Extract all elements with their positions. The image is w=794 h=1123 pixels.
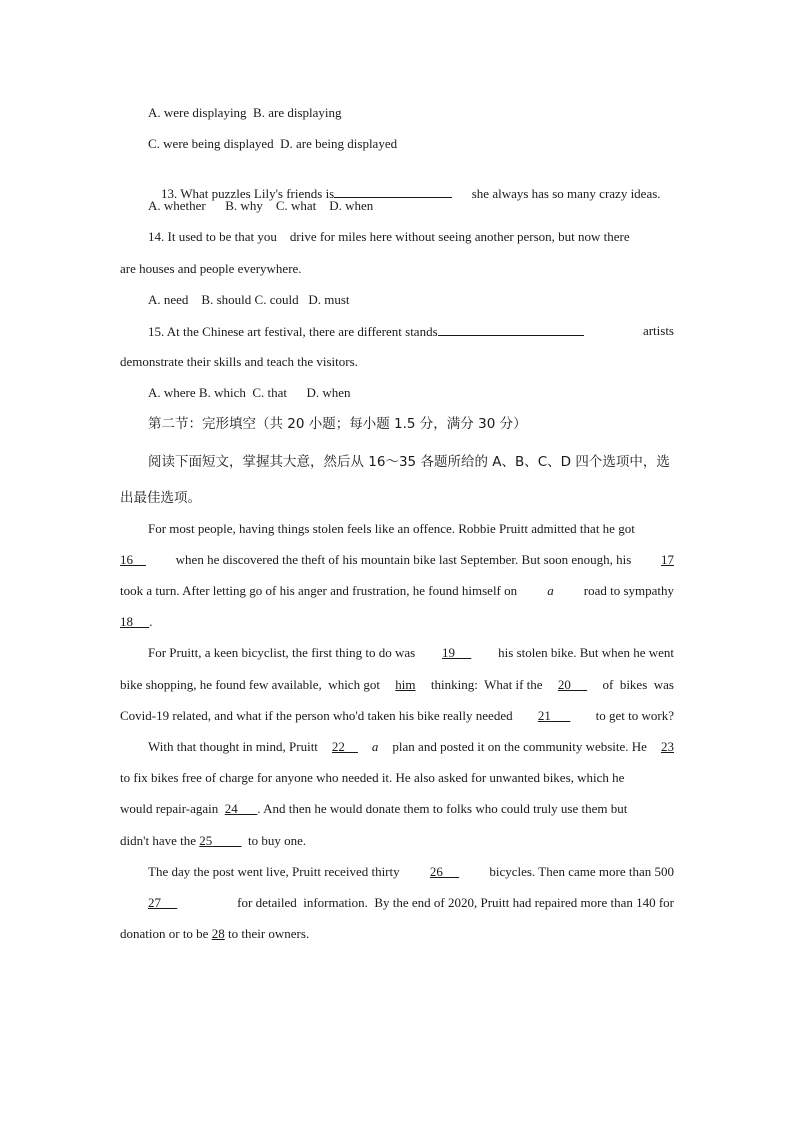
passage-p4-line1-a: The day the post went live, Pruitt received thirty	[148, 864, 400, 879]
passage-p1-line4: 18 .	[120, 614, 153, 629]
passage-p1-line2-text: when he discovered the theft of his mountain bike last September. But soon enough, his	[175, 552, 632, 567]
blank-20: 20	[557, 677, 571, 692]
q14-options: A. need B. should C. could D. must	[148, 292, 350, 307]
passage-p4-line1	[148, 863, 674, 881]
passage-p3-line1	[148, 738, 674, 756]
q14-stem-1: 14. It used to be that you drive for miles here without seeing another person, but now there	[148, 229, 630, 244]
passage-p2-line3-a: Covid-19 related, and what if the person who'd taken his bike really needed	[120, 708, 513, 723]
passage-p3-line1-italic: a	[371, 739, 379, 754]
blank-27: 27	[148, 895, 161, 910]
passage-p2-line1-c: his stolen bike. But when he went	[498, 645, 674, 660]
blank-28: 28	[211, 926, 225, 941]
blank-21: 21	[537, 708, 551, 723]
passage-p1-line3-italic: a	[547, 583, 554, 598]
blank-26: 26	[429, 864, 443, 879]
passage-p1-line3-a: took a turn. After letting go of his anger and frustration, he found himself on	[120, 583, 518, 598]
passage-p1-line2	[120, 551, 674, 569]
q12-options-ab: A. were displaying B. are displaying	[148, 105, 342, 120]
q12-options-cd: C. were being displayed D. are being displayed	[148, 136, 398, 151]
q15-stem-a: 15. At the Chinese art festival, there are different stands	[148, 324, 438, 339]
passage-p2-line2-a: bike shopping, he found few available, which got	[120, 677, 380, 692]
q14-stem-2: are houses and people everywhere.	[120, 261, 302, 276]
passage-p3-line3-b: . And then he would donate them to folks who could truly use them but	[257, 801, 628, 816]
blank-24: 24	[224, 801, 238, 816]
q13-stem-b: she always has so many crazy ideas.	[471, 186, 661, 201]
passage-p3-line3-a: would repair-again	[120, 801, 219, 816]
passage-p1-line3	[120, 582, 674, 600]
blank-22: 22	[331, 739, 345, 754]
passage-p4-line3-a: donation or to be	[120, 926, 209, 941]
passage-p3-line1-a: With that thought in mind, Pruitt	[148, 739, 318, 754]
section-instructions-2: 出最佳选项。	[120, 490, 201, 506]
passage-p1-line1: For most people, having things stolen feels like an offence. Robbie Pruitt admitted that he got	[148, 521, 635, 536]
blank-23: 23	[660, 739, 674, 754]
passage-p3-line4-b: to buy one.	[248, 833, 307, 848]
passage-p2-line1-a: For Pruitt, a keen bicyclist, the first thing to do was	[148, 645, 416, 660]
passage-p4-line3-b: to their owners.	[227, 926, 310, 941]
passage-p3-line3	[120, 800, 627, 818]
passage-p2-line1	[148, 644, 674, 662]
blank-19: 19	[442, 645, 456, 660]
q13-stem-a: 13. What puzzles Lily's friends is	[161, 186, 335, 201]
passage-p3-line1-b: plan and posted it on the community website. He	[392, 739, 647, 754]
passage-p4-line2	[148, 894, 674, 912]
passage-p4-line1-b: bicycles. Then came more than 500	[489, 864, 674, 879]
passage-p2-line2-b: thinking: What if the	[430, 677, 543, 692]
passage-p4-line2-a: for detailed information. By the end of 2020, Pruitt had repaired more than 140 for	[237, 895, 674, 910]
passage-p4-line3	[120, 925, 309, 943]
blank-17: 17	[661, 552, 674, 567]
passage-p2-line3-c: to get to work?	[595, 708, 674, 723]
passage-p2-line2	[120, 676, 674, 694]
passage-p3-line4-a: didn't have the	[120, 833, 196, 848]
passage-p2-him: him	[395, 677, 416, 692]
q15-options: A. where B. which C. that D. when	[148, 385, 351, 400]
q13-options: A. whether B. why C. what D. when	[148, 198, 374, 213]
blank-25: 25	[199, 833, 213, 848]
q15-blank	[438, 322, 584, 336]
passage-p2-line3	[120, 707, 674, 725]
passage-p3-line4	[120, 832, 306, 850]
passage-p3-line2: to fix bikes free of charge for anyone who needed it. He also asked for unwanted bikes, which he	[120, 770, 625, 785]
blank-16: 16	[120, 552, 133, 567]
section-heading: 第二节：完形填空（共 20 小题；每小题 1.5 分，满分 30 分）	[148, 416, 527, 432]
q15-stem-1	[148, 322, 674, 341]
blank-18: 18	[120, 614, 133, 629]
passage-p2-line2-c: of bikes was	[602, 677, 674, 692]
q15-stem-b: artists	[642, 323, 674, 338]
q15-stem-2: demonstrate their skills and teach the visitors.	[120, 354, 358, 369]
section-instructions-1: 阅读下面短文，掌握其大意，然后从 16～35 各题所给的 A、B、C、D 四个选项中，选	[148, 454, 670, 470]
q13-blank	[334, 184, 452, 198]
passage-p1-line3-b: road to sympathy	[583, 583, 674, 598]
